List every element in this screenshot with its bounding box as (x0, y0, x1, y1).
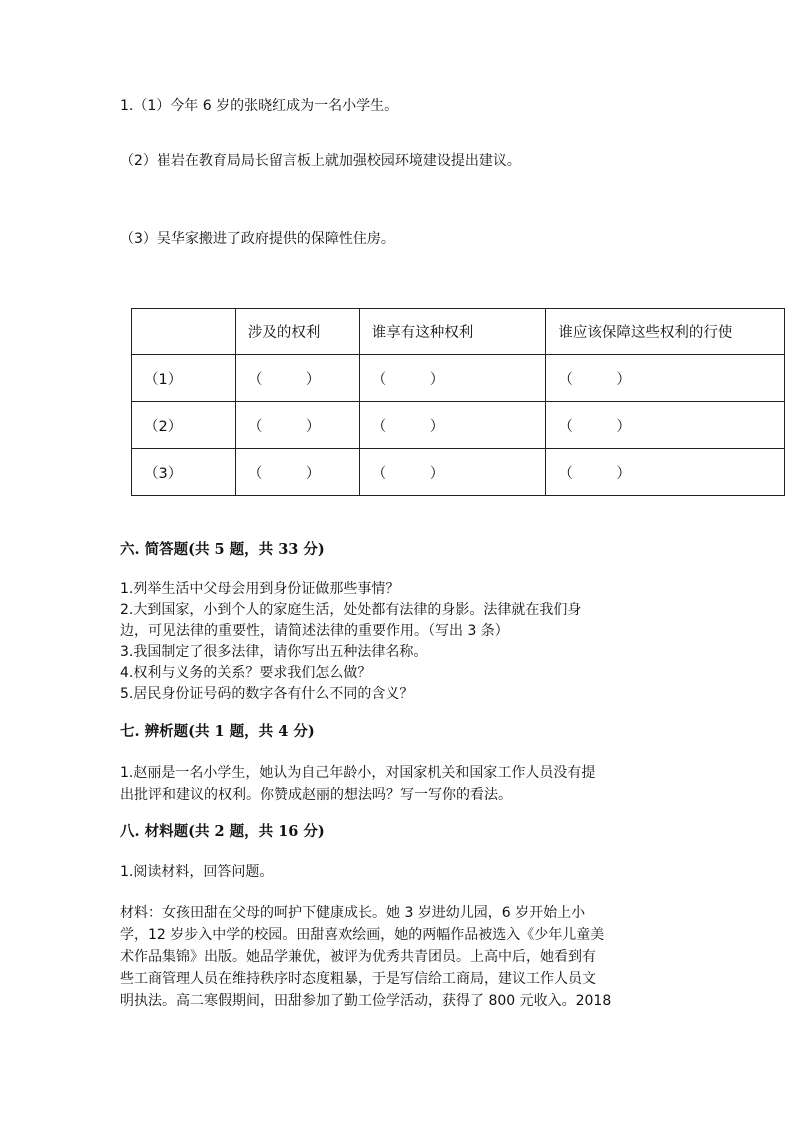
table-cell: （1） (132, 355, 236, 402)
section-7-heading: 七. 辨析题(共 1 题，共 4 分) (120, 723, 315, 740)
material-line: 些工商管理人员在维持秩序时态度粗暴，于是写信给工商局，建议工作人员文 (120, 971, 596, 987)
table-header-row (132, 309, 785, 355)
material-line: 学，12 岁步入中学的校园。田甜喜欢绘画，她的两幅作品被选入《少年儿童美 (120, 927, 605, 943)
table-header-cell (132, 309, 236, 355)
table-row (132, 355, 785, 402)
table-cell-blank: （ ） (235, 355, 359, 402)
section-7-question-1: 1.赵丽是一名小学生，她认为自己年龄小，对国家机关和国家工作人员没有提 (120, 765, 596, 781)
section-8-question-1: 1.阅读材料，回答问题。 (120, 864, 274, 880)
table-cell-blank: （ ） (235, 449, 359, 496)
section-6-question-5: 5.居民身份证号码的数字各有什么不同的含义？ (120, 686, 414, 702)
table-cell-blank: （ ） (359, 449, 546, 496)
question-item-3: （3）吴华家搬进了政府提供的保障性住房。 (120, 231, 395, 247)
table-row (132, 449, 785, 496)
table-cell-blank: （ ） (359, 355, 546, 402)
table-header-cell: 谁应该保障这些权利的行使 (546, 309, 785, 355)
table-header-cell: 涉及的权利 (235, 309, 359, 355)
question-item-1: 1.（1）今年 6 岁的张晓红成为一名小学生。 (120, 98, 399, 114)
rights-table (131, 308, 785, 496)
section-7-question-1-cont: 出批评和建议的权利。你赞成赵丽的想法吗？写一写你的看法。 (120, 787, 512, 803)
material-line: 材料：女孩田甜在父母的呵护下健康成长。她 3 岁进幼儿园，6 岁开始上小 (120, 905, 586, 921)
table-cell-blank: （ ） (546, 449, 785, 496)
table-cell: （3） (132, 449, 236, 496)
table-cell-blank: （ ） (359, 402, 546, 449)
section-6-heading: 六. 简答题(共 5 题，共 33 分) (120, 541, 325, 558)
section-6-question-1: 1.列举生活中父母会用到身份证做那些事情？ (120, 581, 400, 597)
table-cell-blank: （ ） (546, 355, 785, 402)
section-6-question-4: 4.权利与义务的关系？要求我们怎么做？ (120, 665, 372, 681)
section-8-heading: 八. 材料题(共 2 题，共 16 分) (120, 823, 325, 840)
table-row (132, 402, 785, 449)
table-cell-blank: （ ） (235, 402, 359, 449)
section-6-question-2: 2.大到国家，小到个人的家庭生活，处处都有法律的身影。法律就在我们身 (120, 602, 582, 618)
section-6-question-3: 3.我国制定了很多法律，请你写出五种法律名称。 (120, 644, 428, 660)
material-line: 术作品集锦》出版。她品学兼优，被评为优秀共青团员。上高中后，她看到有 (120, 949, 596, 965)
table-cell-blank: （ ） (546, 402, 785, 449)
question-item-2: （2）崔岩在教育局局长留言板上就加强校园环境建设提出建议。 (120, 153, 521, 169)
table-header-cell: 谁享有这种权利 (359, 309, 546, 355)
section-6-question-2-cont: 边，可见法律的重要性，请简述法律的重要作用。（写出 3 条） (120, 623, 509, 639)
material-line: 明执法。高二寒假期间，田甜参加了勤工俭学活动，获得了 800 元收入。2018 (120, 993, 612, 1009)
table-cell: （2） (132, 402, 236, 449)
